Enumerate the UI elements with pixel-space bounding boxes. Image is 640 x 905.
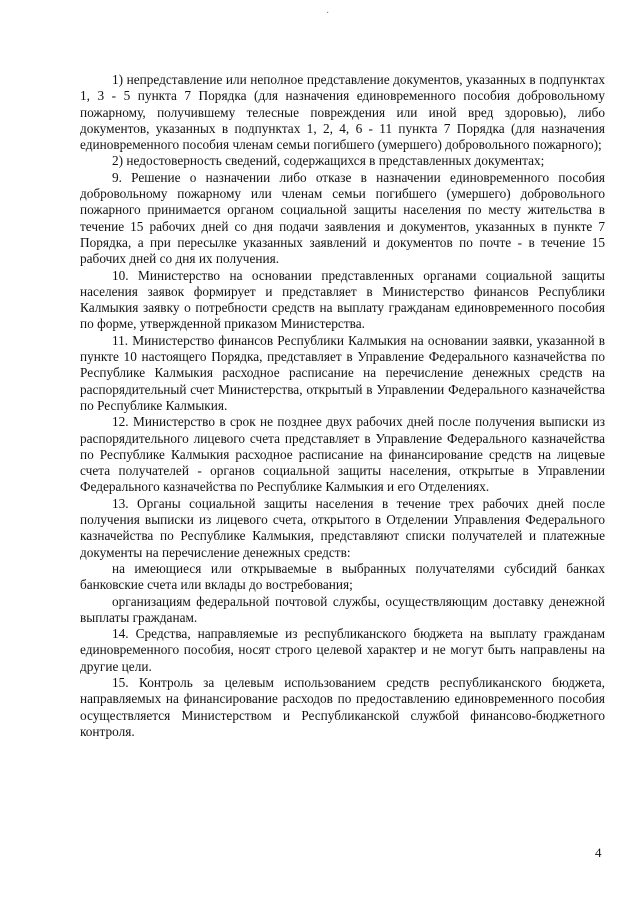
page-top-mark: · (326, 8, 330, 19)
paragraph-1: 1) непредставление или неполное представление документов, указанных в подпунктах 1, 3 - 5 пункта 7 Порядка (для назначения единовременного пособия добровольному пожарному, получившему телесные повреждения или иной вред здоровью), либо документов, указанных в подпунктах 1, 2, 4, 6 - 11 пункта 7 Порядка (для назначения единовременного пособия членам семьи погибшего (умершего) добровольного пожарного); (80, 72, 605, 153)
paragraph-9: организациям федеральной почтовой службы, осуществляющим доставку денежной выплаты гражданам. (80, 593, 605, 625)
paragraph-5: 11. Министерство финансов Республики Калмыкия на основании заявки, указанной в пункте 10 настоящего Порядка, представляет в Управление Федерального казначейства по Республике Калмыкия расходное расписание на перечисление денежных средств на распорядительный счет Министерства, открытый в Управлении Федерального казначейства по Республике Калмыкия. (80, 332, 605, 413)
page-number: 4 (595, 845, 602, 860)
paragraph-3: 9. Решение о назначении либо отказе в назначении единовременного пособия добровольному пожарному или членам семьи погибшего (умершего) добровольного пожарного принимается органом социальной защиты населения по месту жительства в течение 15 рабочих дней со дня подачи заявления и документов, указанных в пункте 7 Порядка, а при пересылке указанных заявлений и документов по почте - в течение 15 рабочих дней со дня их получения. (80, 169, 605, 267)
paragraph-6: 12. Министерство в срок не позднее двух рабочих дней после получения выписки из распорядительного лицевого счета представляет в Управление Федерального казначейства по Республике Калмыкия расходное расписание на финансирование средств на лицевые счета получателей - органов социальной защиты населения, открытые в Управлении Федерального казначейства по Республике Калмыкия и его Отделениях. (80, 414, 605, 495)
paragraph-4: 10. Министерство на основании представленных органами социальной защиты населения заявок формирует и представляет в Министерство финансов Республики Калмыкия заявку о потребности средств на выплату гражданам единовременного пособия по форме, утвержденной приказом Министерства. (80, 267, 605, 332)
paragraph-8: на имеющиеся или открываемые в выбранных получателями субсидий банках банковские счета или вклады до востребования; (80, 560, 605, 593)
document-body (80, 72, 605, 740)
paragraph-7: 13. Органы социальной защиты населения в течение трех рабочих дней после получения выписки из лицевого счета, открытого в Отделении Управления Федерального казначейства по Республике Калмыкия, представляют списки получателей и платежные документы на перечисление денежных средств: (80, 495, 605, 560)
paragraph-11: 15. Контроль за целевым использованием средств республиканского бюджета, направляемых на финансирование расходов по предоставлению единовременного пособия осуществляется Министерством и Республиканской службой финансово-бюджетного контроля. (80, 674, 605, 739)
paragraph-2: 2) недостоверность сведений, содержащихся в представленных документах; (112, 153, 545, 169)
paragraph-10: 14. Средства, направляемые из республиканского бюджета на выплату гражданам единовременного пособия, носят строго целевой характер и не могут быть направлены на другие цели. (80, 626, 605, 674)
